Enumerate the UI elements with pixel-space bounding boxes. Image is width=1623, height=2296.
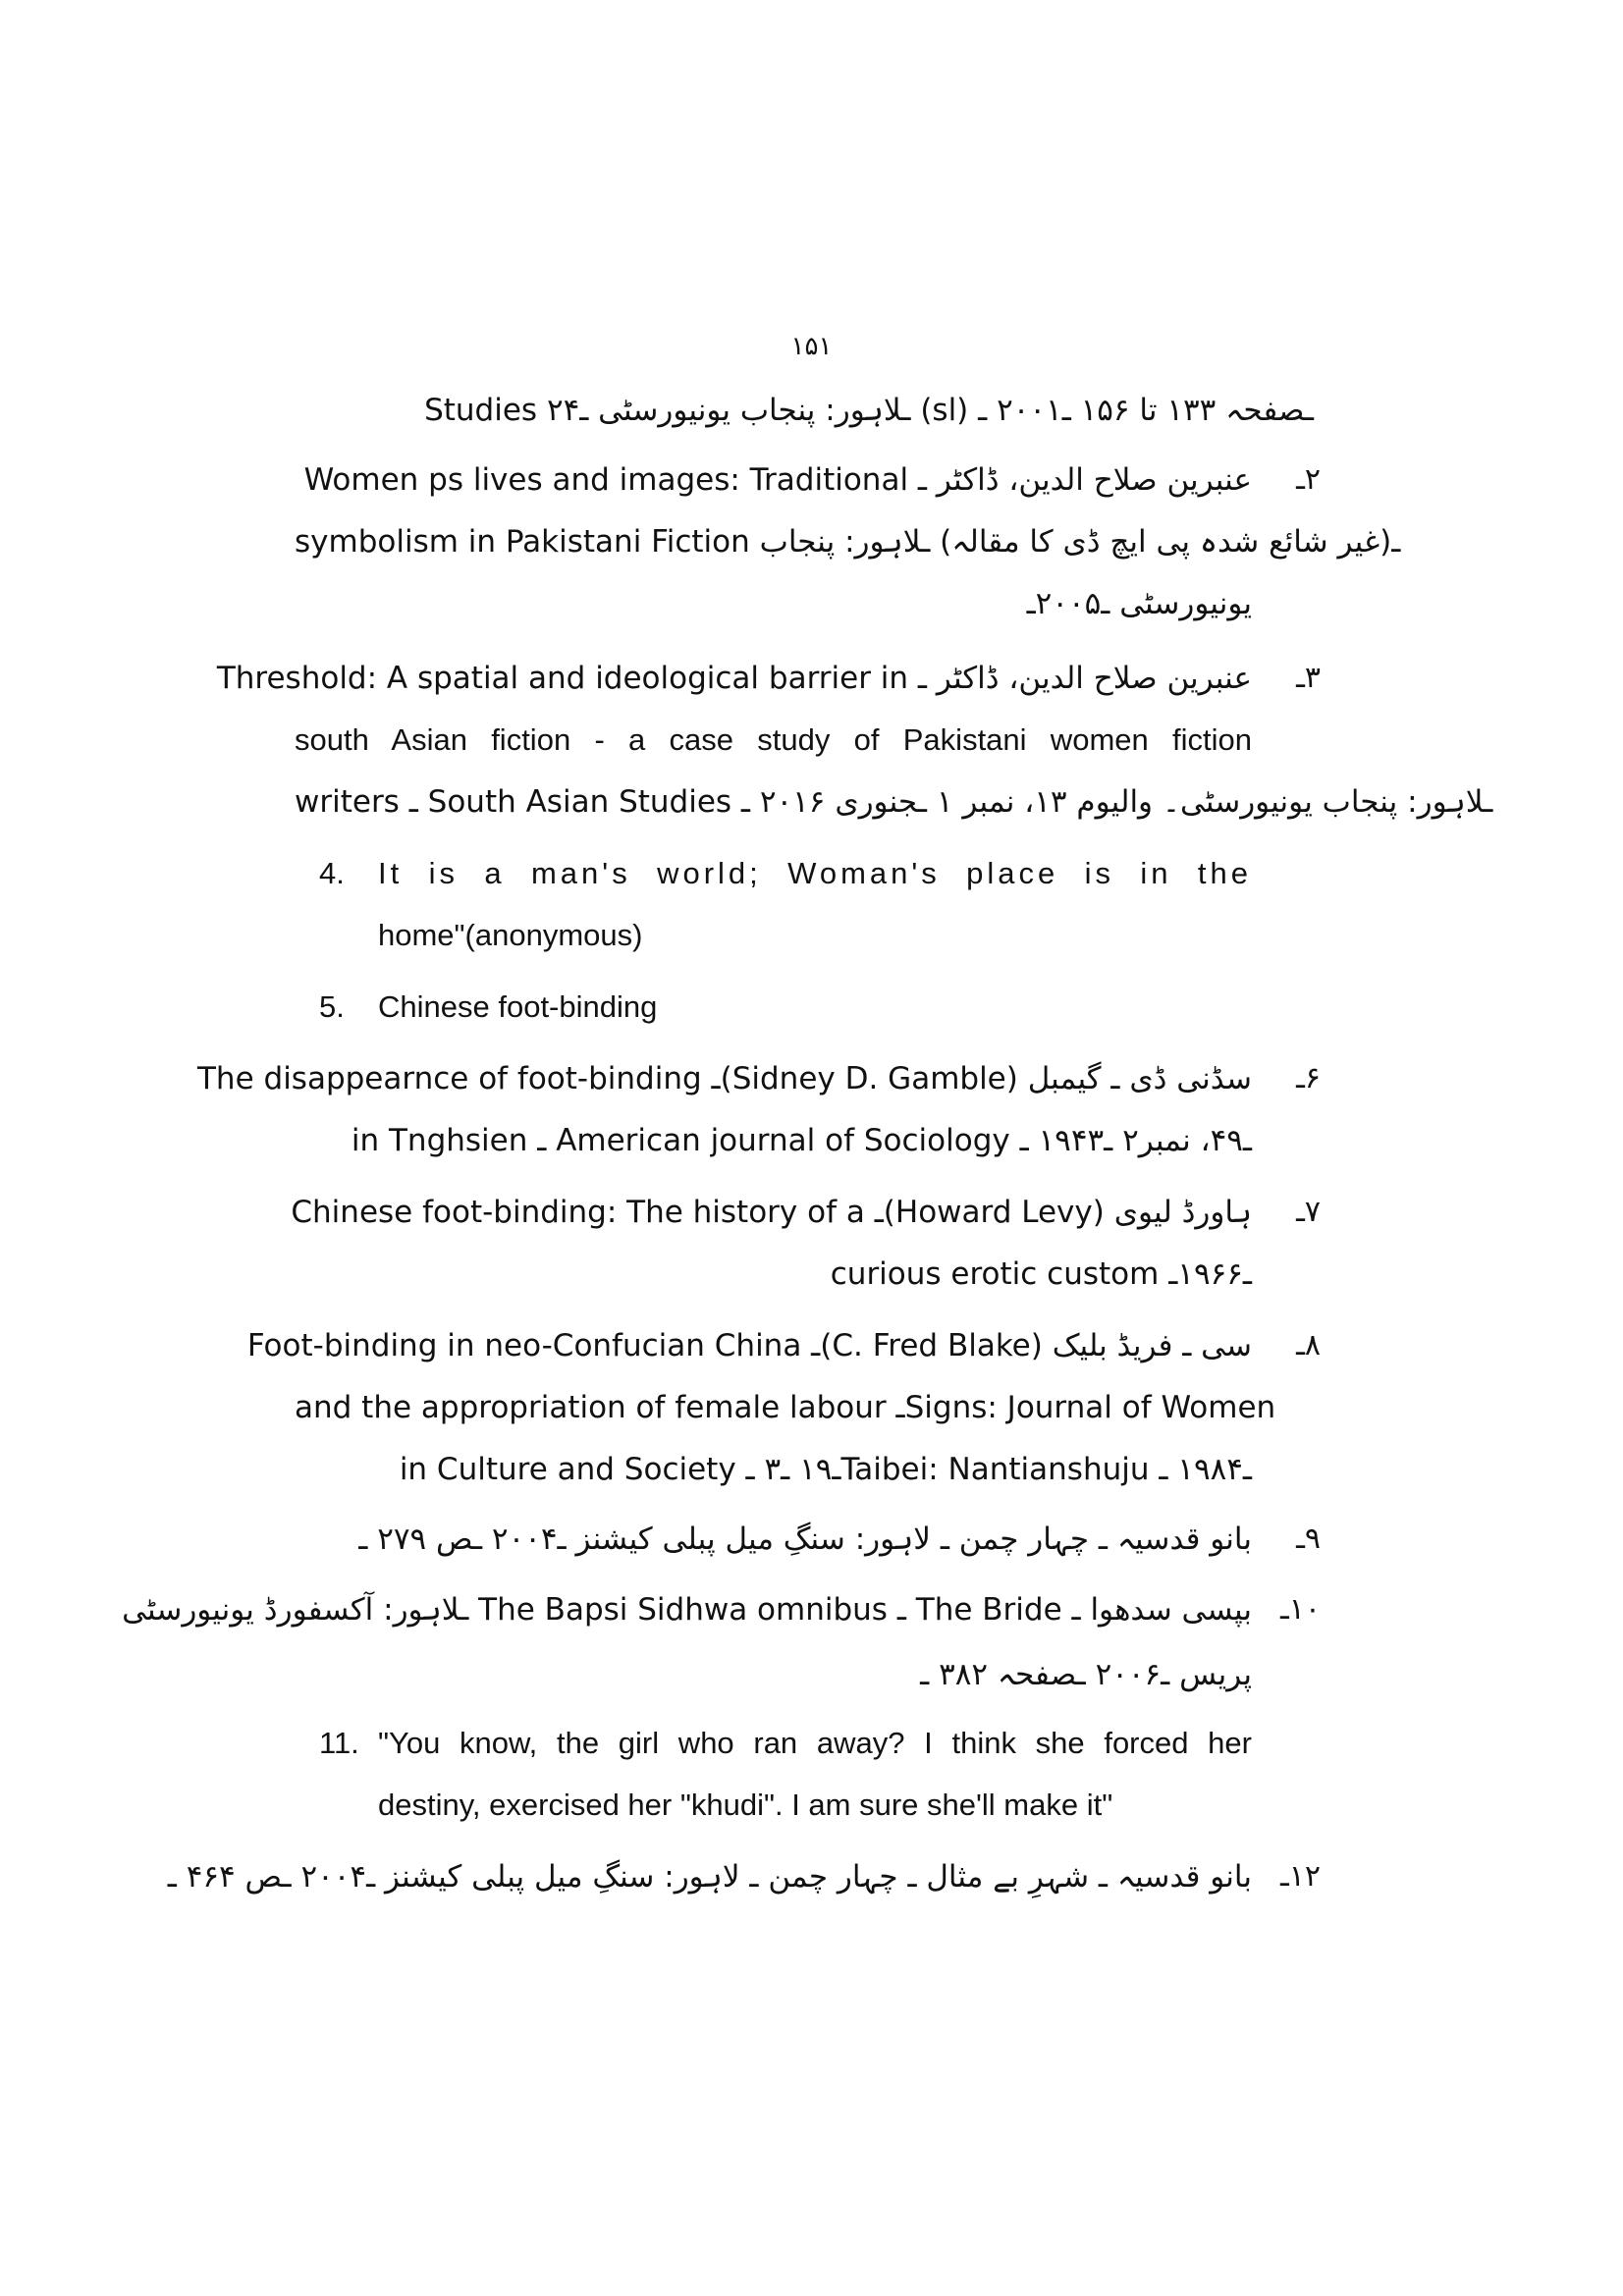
footnote-10-line-1: بپسی سدھوا ـ The Bride ـ The Bapsi Sidhwa omnibus ـلاہور: آکسفورڈ یونیورسٹی	[122, 1592, 1252, 1628]
footnote-number-7: ۷ـ	[1296, 1195, 1321, 1229]
footnote-2-line-2: symbolism in Pakistani Fiction ـ(غیر شائع شدہ پی ایچ ڈی کا مقالہ) ـلاہور: پنجاب	[295, 524, 1401, 560]
footnote-3-line-1: عنبرین صلاح الدین، ڈاکٹر ـ Threshold: A spatial and ideological barrier in	[216, 661, 1252, 696]
footnote-number-8: ۸ـ	[1296, 1328, 1321, 1362]
footnote-2-line-1: عنبرین صلاح الدین، ڈاکٹر ـ Women ps lives and images: Traditional	[303, 462, 1252, 498]
footnote-6-line-1: سڈنی ڈی ـ گیمبل (Sidney D. Gamble)ـ The disappearnce of foot-binding	[197, 1061, 1252, 1096]
footnote-number-6: ۶ـ	[1296, 1061, 1321, 1095]
footnote-number-2: ۲ـ	[1296, 462, 1321, 497]
footnote-11-line-2: destiny, exercised her "khudi". I am sure she'll make it"	[378, 1788, 1113, 1822]
footnote-number-9: ۹ـ	[1296, 1522, 1321, 1556]
footnote-3-line-2: south Asian fiction - a case study of Pakistani women fiction	[295, 722, 1252, 757]
footnote-12-text: بانو قدسیہ ـ شہرِ بے مثال ـ چہار چمن ـ لاہور: سنگِ میل پبلی کیشنز ـ۲۰۰۴ ـص ۴۶۴ ـ	[167, 1859, 1252, 1895]
footnote-5-text: Chinese foot-binding	[378, 989, 658, 1024]
page-number: ۱۵۱	[790, 332, 833, 361]
footnote-11-line-1: "You know, the girl who ran away? I think she forced her	[378, 1726, 1252, 1760]
footnote-2-line-3: یونیورسٹی ـ۲۰۰۵ـ	[1026, 586, 1252, 621]
footnote-4-line-2: home"(anonymous)	[378, 918, 643, 952]
footnote-number-4: 4.	[319, 856, 345, 890]
footnote-7-line-2: curious erotic custom ـ۱۹۶۶ـ	[830, 1256, 1252, 1292]
footnote-8-line-2: and the appropriation of female labour ـSigns: Journal of Women	[295, 1390, 1276, 1425]
footnote-6-line-2: in Tnghsien ـ American journal of Sociology ـ۴۹، نمبر۲ ـ۱۹۴۳ ـ	[351, 1123, 1252, 1158]
footnote-number-11: 11.	[319, 1726, 359, 1760]
footnote-10-line-2: پریس ـ۲۰۰۶ ـصفحہ ۳۸۲ ـ	[920, 1657, 1252, 1692]
footnote-8-line-1: سی ـ فریڈ بلیک (C. Fred Blake)ـ Foot-binding in neo-Confucian China	[246, 1328, 1252, 1363]
footnote-number-12: ۱۲ـ	[1279, 1859, 1321, 1894]
footnote-number-5: 5.	[319, 989, 345, 1024]
footnote-9-text: بانو قدسیہ ـ چہار چمن ـ لاہور: سنگِ میل پبلی کیشنز ـ۲۰۰۴ ـص ۲۷۹ ـ	[358, 1522, 1252, 1557]
footnote-number-10: ۱۰ـ	[1279, 1592, 1321, 1627]
footnote-number-3: ۳ـ	[1296, 661, 1321, 695]
footnote-1-continuation: Studies ـلاہور: پنجاب یونیورسٹی ـ۲۴ (sl) ـصفحہ ۱۳۳ تا ۱۵۶ ـ۲۰۰۱ ـ	[424, 393, 1314, 428]
footnote-3-line-3: writers ـ South Asian Studies ـلاہور: پنجاب یونیورسٹی۔ والیوم ۱۳، نمبر ۱ ـجنوری ۲۰۱۶ ـ	[295, 784, 1493, 820]
footnote-4-line-1: It is a man's world; Woman's place is in the	[378, 856, 1252, 890]
footnote-7-line-1: ہاورڈ لیوی (Howard Levy)ـ Chinese foot-binding: The history of a	[291, 1195, 1252, 1230]
footnote-8-line-3: in Culture and Society ـ۱۹ ـ۳ ـTaibei: Nantianshuju ـ۱۹۸۴ ـ	[399, 1452, 1252, 1487]
